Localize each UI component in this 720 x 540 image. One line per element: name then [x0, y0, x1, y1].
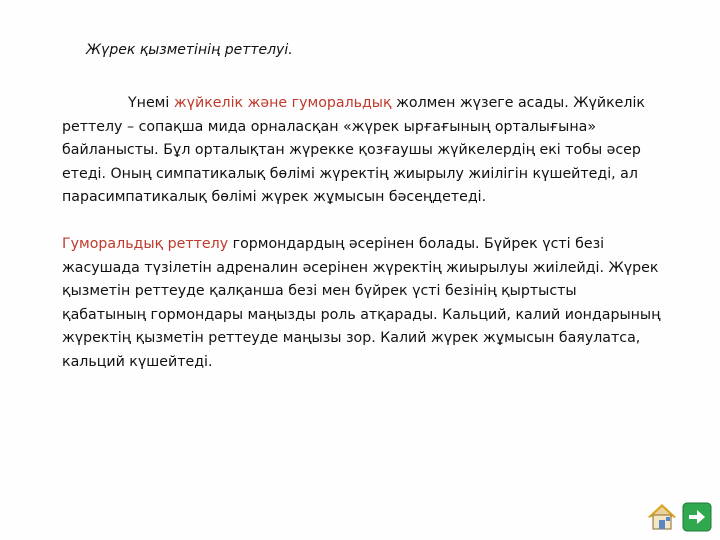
paragraph-humoral-regulation	[62, 233, 662, 375]
home-icon	[646, 502, 678, 532]
paragraph-nervous-regulation	[62, 92, 662, 210]
arrow-right-icon	[682, 502, 712, 532]
para1-lead: Үнемі	[128, 95, 174, 111]
home-button[interactable]	[646, 502, 678, 532]
slide-body	[62, 92, 662, 375]
next-button[interactable]	[682, 502, 712, 532]
slide-title: Жүрек қызметінің реттелуі.	[86, 42, 293, 58]
highlight-humoral-regulation: Гуморальдық реттелу	[62, 235, 229, 252]
para2-text: гормондардың әсерінен болады. Бүйрек үсті безі жасушада түзілетін адреналин әсерінен жүректің жиырылуы жиілейді. Жүрек қызметін реттеуде қалқанша безі мен бүйрек үсті безінің қыртысты қабатының гормондары маңызды роль атқарады. Кальций, калий иондарының жүректің қызметін реттеуде маңызы зор. Калий жүрек жұмысын баяулатса, кальций күшейтеді.	[62, 235, 661, 370]
para1-text: жолмен жүзеге асады. Жүйкелік реттелу – сопақша мида орналасқан «жүрек ырғағының орталығына» байланысты. Бұл орталықтан жүрекке қозғаушы жүйкелердің екі тобы әсер етеді. Оның симпатикалық бөлімі жүректің жиырылу жиілігін күшейтеді, ал парасимпатикалық бөлімі жүрек жұмысын бәсеңдетеді.	[62, 95, 645, 206]
highlight-nervous-humoral: жүйкелік және гуморальдық	[173, 95, 392, 111]
